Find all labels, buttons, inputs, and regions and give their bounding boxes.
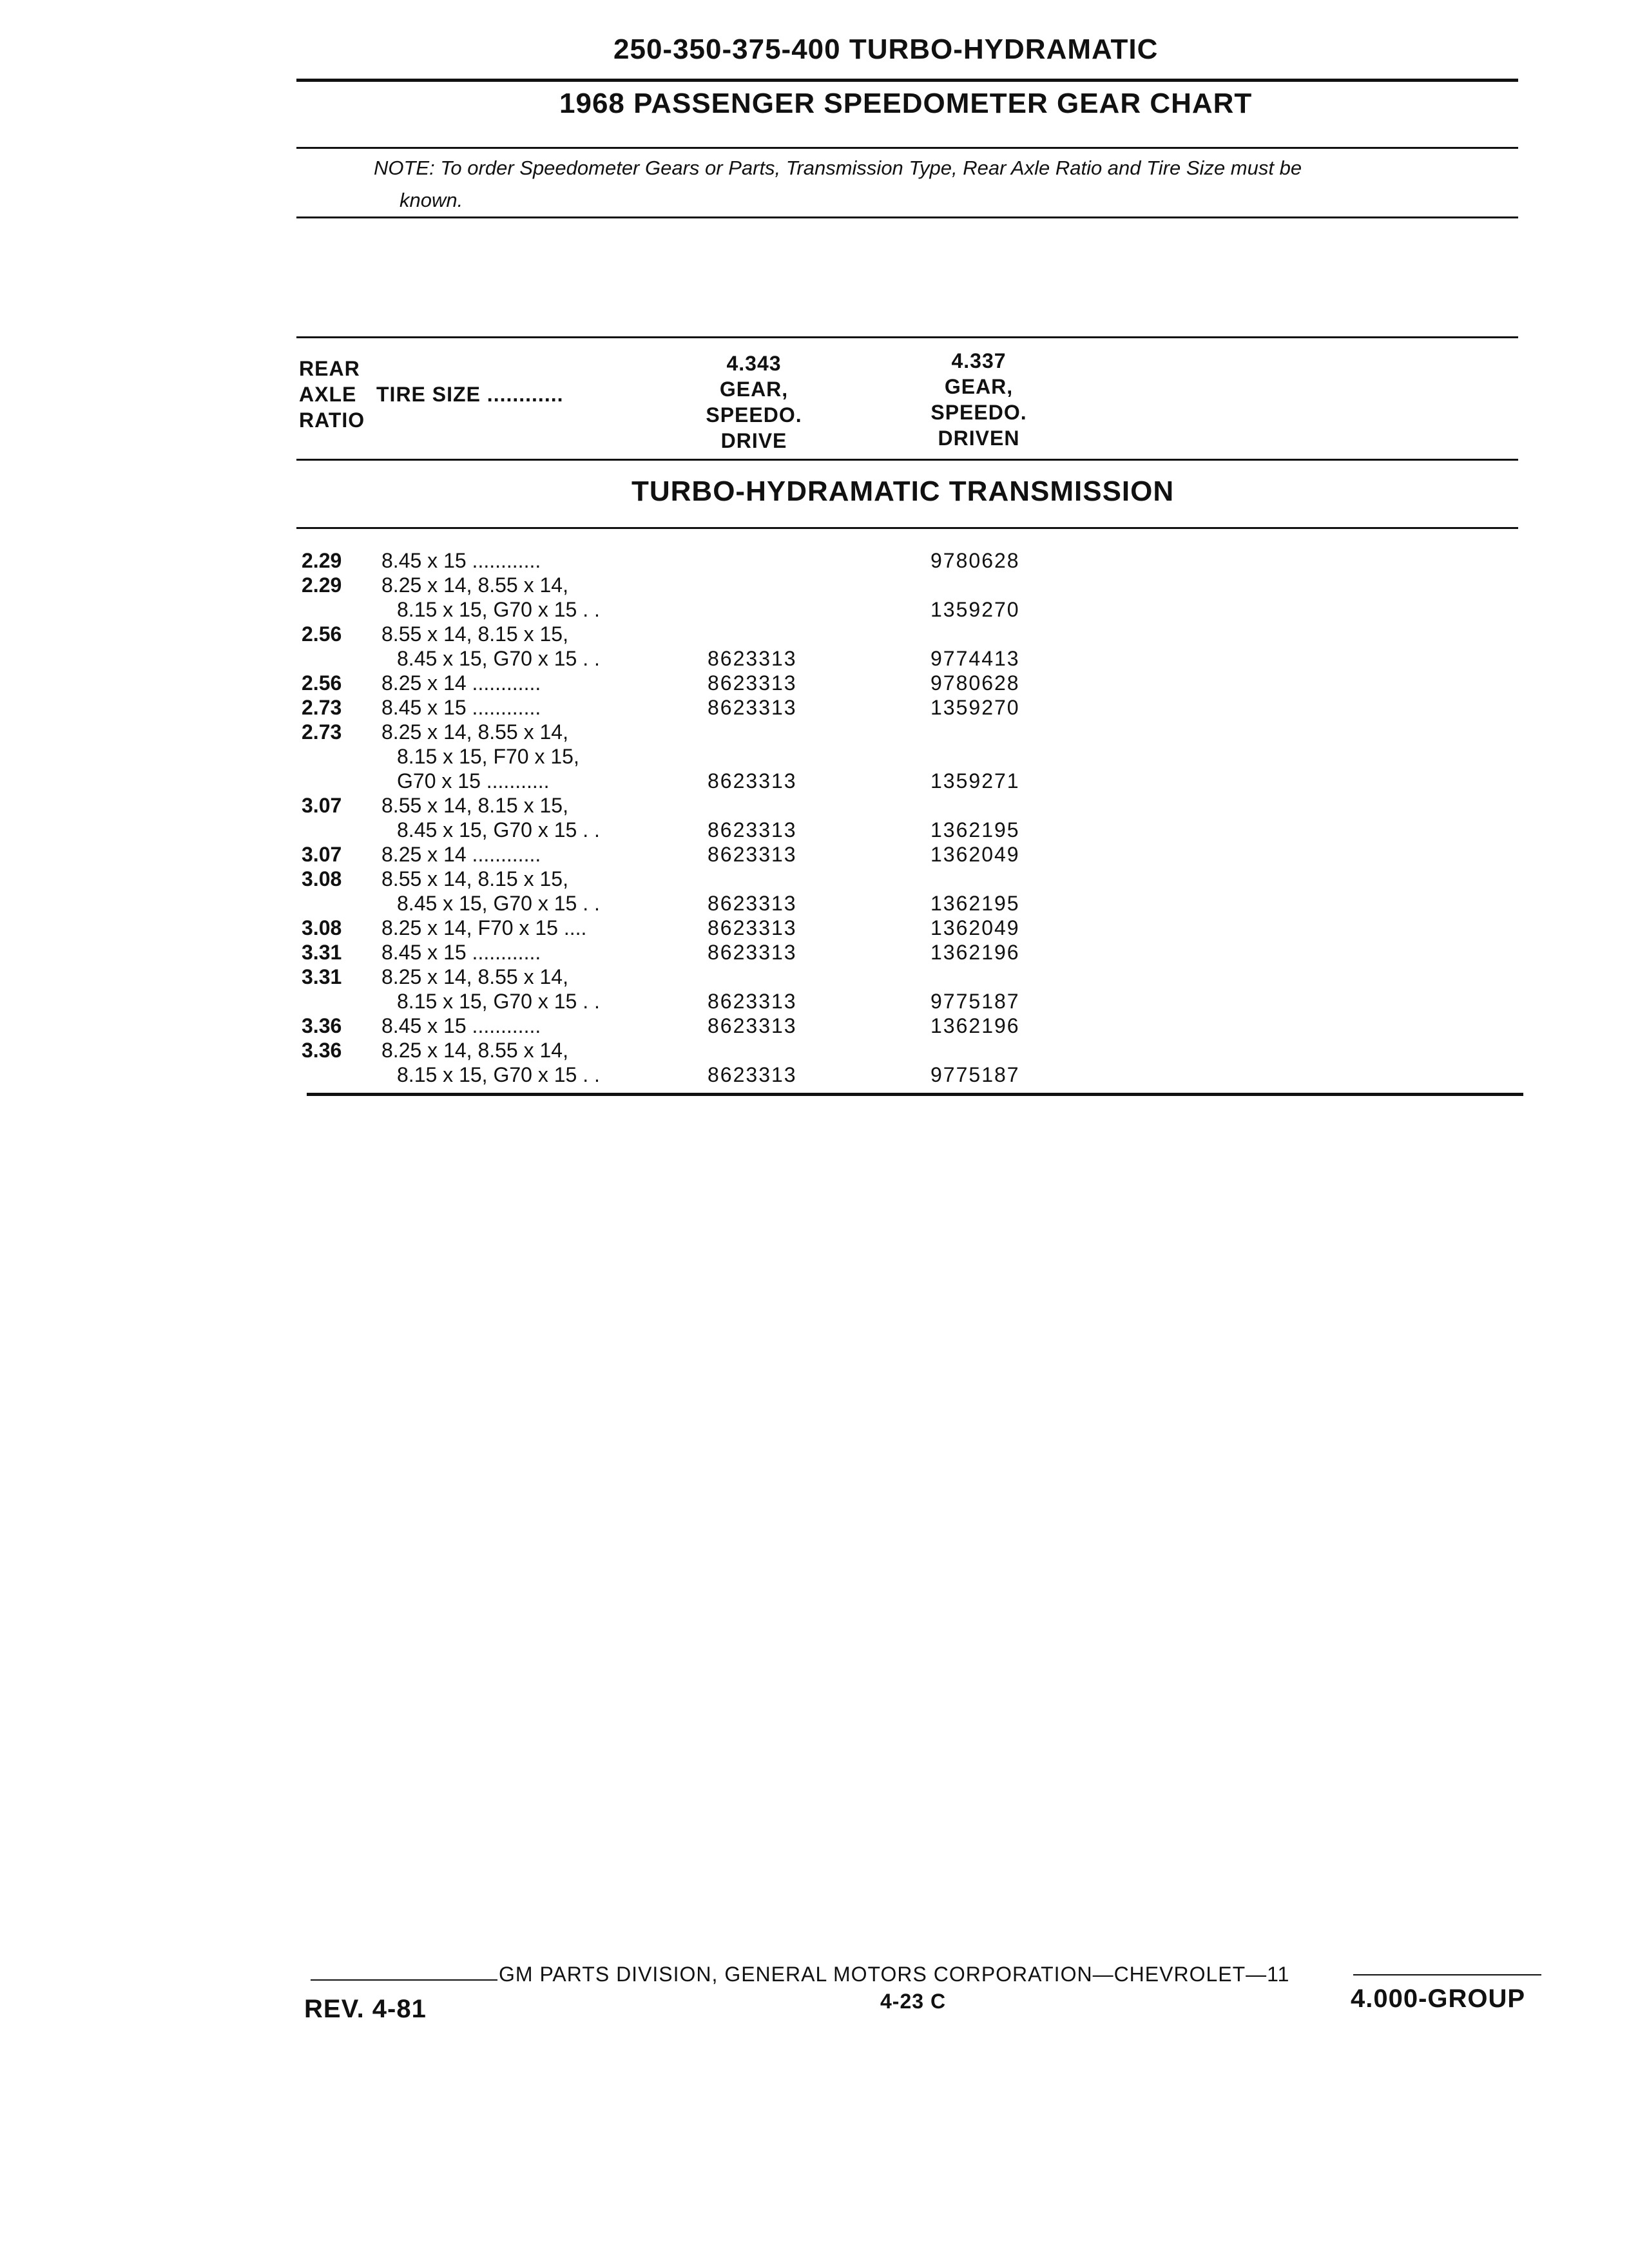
driven-gear-cell: 9775187 bbox=[930, 990, 1020, 1013]
ratio-cell: 3.08 bbox=[302, 916, 342, 939]
ratio-cell: 2.29 bbox=[302, 573, 342, 597]
header-rear-axle-ratio bbox=[299, 356, 365, 433]
table-row bbox=[0, 817, 1629, 843]
tire-size-cell: 8.25 x 14 ............ bbox=[381, 843, 541, 866]
drive-gear-cell: 8623313 bbox=[708, 647, 797, 670]
ratio-cell: 3.08 bbox=[302, 867, 342, 890]
tire-size-cell: 8.25 x 14, 8.55 x 14, bbox=[381, 1039, 568, 1062]
table-row bbox=[0, 695, 1629, 720]
tire-size-cell: 8.15 x 15, G70 x 15 . . bbox=[397, 1063, 600, 1086]
table-row bbox=[0, 939, 1629, 965]
header-driven-gear bbox=[905, 348, 1053, 451]
drive-gear-cell: 8623313 bbox=[708, 696, 797, 719]
drive-gear-cell: 8623313 bbox=[708, 990, 797, 1013]
header-drive-ratio: 4.343 bbox=[726, 352, 782, 375]
header-driven-ratio: 4.337 bbox=[951, 349, 1007, 372]
table-row bbox=[0, 964, 1629, 990]
ratio-cell: 3.36 bbox=[302, 1014, 342, 1037]
driven-gear-cell: 1362049 bbox=[930, 916, 1020, 939]
ratio-cell: 3.07 bbox=[302, 794, 342, 817]
table-row bbox=[0, 768, 1629, 794]
ratio-cell: 3.31 bbox=[302, 965, 342, 988]
header-drive-speedo: SPEEDO. bbox=[706, 403, 802, 427]
table-row bbox=[0, 572, 1629, 598]
ratio-cell: 2.56 bbox=[302, 671, 342, 695]
table-bottom-rule bbox=[307, 1093, 1523, 1096]
driven-gear-cell: 1362196 bbox=[930, 1014, 1020, 1037]
tire-size-cell: 8.45 x 15 ............ bbox=[381, 696, 541, 719]
driven-gear-cell: 9774413 bbox=[930, 647, 1020, 670]
table-row bbox=[0, 793, 1629, 818]
drive-gear-cell: 8623313 bbox=[708, 671, 797, 695]
footer-group: 4.000-GROUP bbox=[1351, 1984, 1526, 2013]
table-row bbox=[0, 670, 1629, 696]
order-note-line-2: known. bbox=[400, 189, 463, 211]
ratio-cell: 3.07 bbox=[302, 843, 342, 866]
drive-gear-cell: 8623313 bbox=[708, 818, 797, 841]
header-axle: AXLE bbox=[299, 383, 357, 406]
header-driven-label: DRIVEN bbox=[938, 427, 1020, 450]
table-row bbox=[0, 866, 1629, 892]
document-title: 250-350-375-400 TURBO-HYDRAMATIC bbox=[613, 34, 1159, 65]
note-rule bbox=[296, 216, 1518, 218]
tire-size-cell: 8.45 x 15, G70 x 15 . . bbox=[397, 892, 600, 915]
order-note-line-1: NOTE: To order Speedometer Gears or Parts, Transmission Type, Rear Axle Ratio and Tire Size must be bbox=[374, 157, 1302, 179]
footer-revision: REV. 4-81 bbox=[304, 1995, 427, 2023]
tire-size-cell: 8.15 x 15, F70 x 15, bbox=[397, 745, 579, 768]
driven-gear-cell: 1362195 bbox=[930, 818, 1020, 841]
footer-rule-left bbox=[311, 1979, 497, 1981]
table-row bbox=[0, 646, 1629, 671]
tire-size-cell: 8.55 x 14, 8.15 x 15, bbox=[381, 794, 568, 817]
tire-size-cell: 8.25 x 14 ............ bbox=[381, 671, 541, 695]
header-drive-gear-label: GEAR, bbox=[719, 378, 789, 401]
header-drive-gear bbox=[683, 351, 825, 454]
ratio-cell: 3.36 bbox=[302, 1039, 342, 1062]
tire-size-cell: G70 x 15 ........... bbox=[397, 769, 550, 793]
tire-size-cell: 8.55 x 14, 8.15 x 15, bbox=[381, 867, 568, 890]
footer-rule-right bbox=[1353, 1974, 1541, 1975]
tire-size-cell: 8.45 x 15 ............ bbox=[381, 1014, 541, 1037]
order-note bbox=[374, 152, 1508, 216]
header-driven-gear-label: GEAR, bbox=[944, 375, 1014, 398]
tire-size-cell: 8.15 x 15, G70 x 15 . . bbox=[397, 598, 600, 621]
tire-size-cell: 8.45 x 15, G70 x 15 . . bbox=[397, 818, 600, 841]
drive-gear-cell: 8623313 bbox=[708, 1014, 797, 1037]
driven-gear-cell: 9775187 bbox=[930, 1063, 1020, 1086]
table-row bbox=[0, 1037, 1629, 1063]
driven-gear-cell: 1359270 bbox=[930, 696, 1020, 719]
tire-size-cell: 8.55 x 14, 8.15 x 15, bbox=[381, 622, 568, 646]
drive-gear-cell: 8623313 bbox=[708, 892, 797, 915]
tire-size-cell: 8.25 x 14, 8.55 x 14, bbox=[381, 720, 568, 744]
table-row bbox=[0, 1013, 1629, 1039]
tire-size-cell: 8.25 x 14, 8.55 x 14, bbox=[381, 573, 568, 597]
tire-size-cell: 8.45 x 15 ............ bbox=[381, 549, 541, 572]
driven-gear-cell: 1359271 bbox=[930, 769, 1020, 793]
chart-subtitle: 1968 PASSENGER SPEEDOMETER GEAR CHART bbox=[559, 88, 1253, 119]
table-row bbox=[0, 915, 1629, 941]
tire-size-cell: 8.45 x 15 ............ bbox=[381, 941, 541, 964]
footer-corporation: GM PARTS DIVISION, GENERAL MOTORS CORPORATION—CHEVROLET—11 bbox=[499, 1963, 1290, 1986]
header-ratio: RATIO bbox=[299, 408, 365, 432]
ratio-cell: 2.29 bbox=[302, 549, 342, 572]
table-top-rule bbox=[296, 336, 1518, 338]
header-bottom-rule bbox=[296, 459, 1518, 461]
table-row bbox=[0, 597, 1629, 622]
tire-size-cell: 8.25 x 14, 8.55 x 14, bbox=[381, 965, 568, 988]
table-row bbox=[0, 621, 1629, 647]
footer-page-number: 4-23 C bbox=[880, 1990, 947, 2013]
ratio-cell: 2.73 bbox=[302, 696, 342, 719]
table-row bbox=[0, 719, 1629, 745]
header-driven-speedo: SPEEDO. bbox=[930, 401, 1027, 424]
table-row bbox=[0, 1062, 1629, 1088]
driven-gear-cell: 1362196 bbox=[930, 941, 1020, 964]
section-title: TURBO-HYDRAMATIC TRANSMISSION bbox=[631, 476, 1175, 507]
drive-gear-cell: 8623313 bbox=[708, 916, 797, 939]
drive-gear-cell: 8623313 bbox=[708, 941, 797, 964]
tire-size-cell: 8.15 x 15, G70 x 15 . . bbox=[397, 990, 600, 1013]
drive-gear-cell: 8623313 bbox=[708, 769, 797, 793]
driven-gear-cell: 1362049 bbox=[930, 843, 1020, 866]
ratio-cell: 3.31 bbox=[302, 941, 342, 964]
drive-gear-cell: 8623313 bbox=[708, 1063, 797, 1086]
drive-gear-cell: 8623313 bbox=[708, 843, 797, 866]
driven-gear-cell: 9780628 bbox=[930, 671, 1020, 695]
title-rule bbox=[296, 79, 1518, 82]
ratio-cell: 2.56 bbox=[302, 622, 342, 646]
header-drive-label: DRIVE bbox=[720, 429, 787, 452]
table-row bbox=[0, 988, 1629, 1014]
subtitle-rule bbox=[296, 147, 1518, 149]
table-row bbox=[0, 744, 1629, 769]
driven-gear-cell: 1359270 bbox=[930, 598, 1020, 621]
table-row bbox=[0, 548, 1629, 573]
driven-gear-cell: 1362195 bbox=[930, 892, 1020, 915]
ratio-cell: 2.73 bbox=[302, 720, 342, 744]
header-rear: REAR bbox=[299, 357, 360, 380]
table-row bbox=[0, 890, 1629, 916]
table-row bbox=[0, 841, 1629, 867]
tire-size-cell: 8.45 x 15, G70 x 15 . . bbox=[397, 647, 600, 670]
section-rule bbox=[296, 527, 1518, 529]
tire-size-cell: 8.25 x 14, F70 x 15 .... bbox=[381, 916, 587, 939]
driven-gear-cell: 9780628 bbox=[930, 549, 1020, 572]
header-tire-size: TIRE SIZE ............ bbox=[376, 383, 564, 406]
